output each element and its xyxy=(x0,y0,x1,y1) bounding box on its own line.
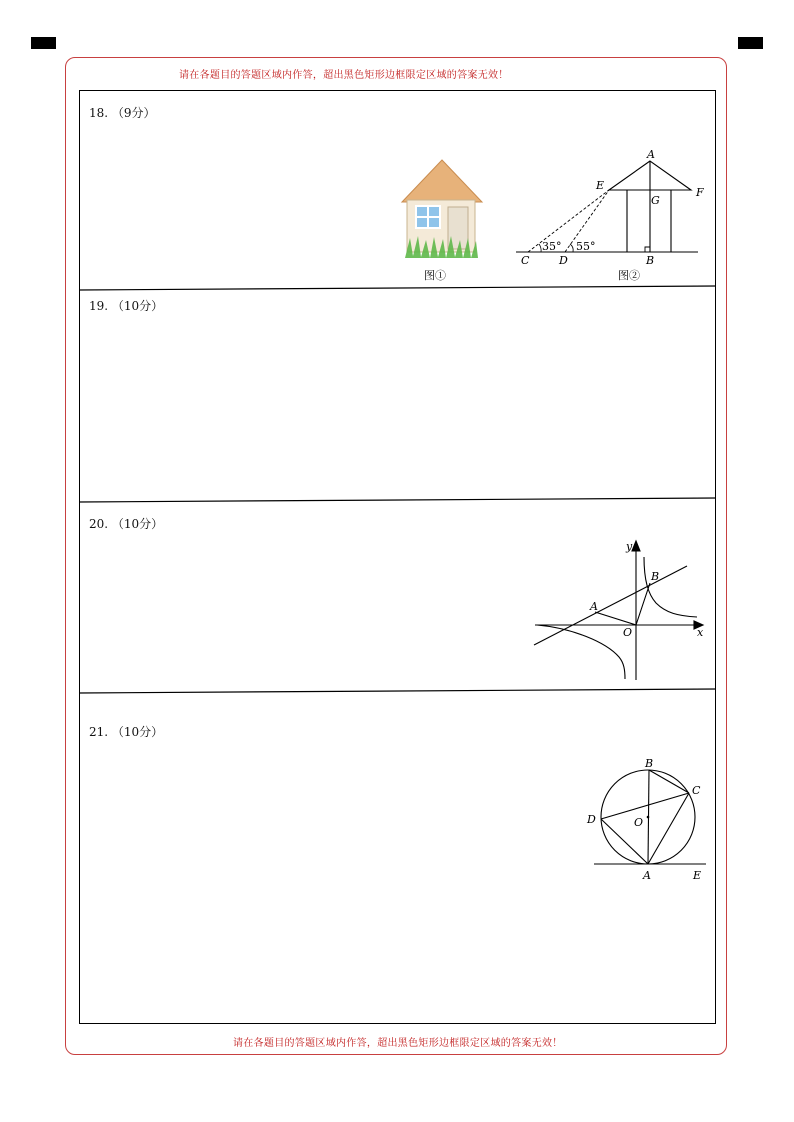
center-O-label-21: O xyxy=(634,816,644,829)
origin-O-label: O xyxy=(623,626,633,639)
axis-y-label: y xyxy=(626,540,633,553)
point-E-label-21: E xyxy=(693,869,702,882)
question-18-label: 18. （9分） xyxy=(89,106,156,120)
point-A-label-20: A xyxy=(590,600,598,613)
question-21-label: 21. （10分） xyxy=(89,725,164,739)
question-19-label: 19. （10分） xyxy=(89,299,164,313)
point-E-label: E xyxy=(596,179,605,192)
point-B-label-20: B xyxy=(651,570,660,583)
center-dot xyxy=(647,816,650,819)
point-F-label: F xyxy=(696,186,704,199)
figure-2-caption: 图② xyxy=(618,269,640,282)
angle-55-label: 55° xyxy=(576,240,596,253)
point-D-label-21: D xyxy=(587,813,596,826)
point-A-label: A xyxy=(647,148,655,161)
notice-top: 请在各题目的答题区域内作答，超出黑色矩形边框限定区域的答案无效！ xyxy=(179,70,509,81)
point-B-label-21: B xyxy=(645,757,654,770)
figure-1-caption: 图① xyxy=(424,269,446,282)
axis-x-label: x xyxy=(697,626,704,639)
notice-bottom: 请在各题目的答题区域内作答，超出黑色矩形边框限定区域的答案无效！ xyxy=(233,1038,563,1049)
point-C-label-21: C xyxy=(692,784,701,797)
point-G-label: G xyxy=(651,194,660,207)
point-D-label: D xyxy=(559,254,568,267)
question-20-label: 20. （10分） xyxy=(89,517,164,531)
point-B-label: B xyxy=(646,254,655,267)
point-C-label: C xyxy=(521,254,530,267)
angle-35-label: 35° xyxy=(542,240,562,253)
circle-diagram xyxy=(594,770,706,864)
point-A-label-21: A xyxy=(643,869,651,882)
